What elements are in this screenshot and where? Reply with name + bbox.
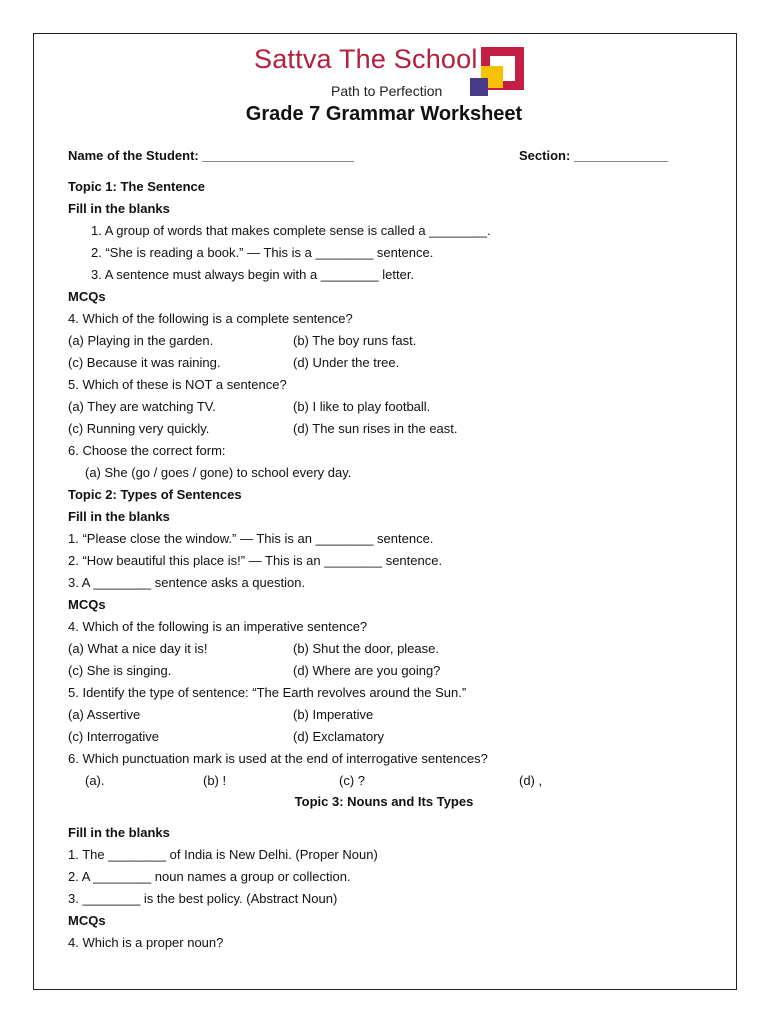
topic2-mcq-heading: MCQs	[68, 597, 106, 612]
topic1-fill-heading: Fill in the blanks	[68, 201, 170, 216]
school-logo	[470, 47, 524, 99]
mcq-option: (d) Under the tree.	[293, 355, 400, 370]
topic3-heading: Topic 3: Nouns and Its Types	[294, 794, 474, 809]
topic1-question-5: 5. Which of these is NOT a sentence?	[68, 377, 287, 392]
mcq-option: (b) Shut the door, please.	[293, 641, 439, 656]
topic1-fill-item: 2. “She is reading a book.” — This is a ________ sentence.	[91, 245, 434, 260]
mcq-option: (b) !	[203, 773, 227, 788]
mcq-option: (b) I like to play football.	[293, 399, 431, 414]
topic2-fill-item: 2. “How beautiful this place is!” — This is an ________ sentence.	[68, 553, 443, 568]
topic2-fill-item: 3. A ________ sentence asks a question.	[68, 575, 306, 590]
topic2-fill-item: 1. “Please close the window.” — This is an ________ sentence.	[68, 531, 434, 546]
topic2-heading: Topic 2: Types of Sentences	[68, 487, 242, 502]
topic1-question-6-sub: (a) She (go / goes / gone) to school every day.	[85, 465, 352, 480]
mcq-option: (d) Exclamatory	[293, 729, 385, 744]
student-name-field: Name of the Student: _____________________	[68, 148, 355, 163]
mcq-option: (a) What a nice day it is!	[68, 641, 208, 656]
topic1-heading: Topic 1: The Sentence	[68, 179, 206, 194]
topic1-question-4: 4. Which of the following is a complete sentence?	[68, 311, 353, 326]
school-tagline: Path to Perfection	[331, 83, 443, 99]
mcq-option: (d) ,	[519, 773, 543, 788]
mcq-option: (b) The boy runs fast.	[293, 333, 417, 348]
mcq-option: (c) ?	[339, 773, 365, 788]
mcq-option: (a).	[85, 773, 105, 788]
topic2-question-6: 6. Which punctuation mark is used at the end of interrogative sentences?	[68, 751, 488, 766]
topic2-question-5: 5. Identify the type of sentence: “The Earth revolves around the Sun.”	[68, 685, 467, 700]
worksheet-title: Grade 7 Grammar Worksheet	[245, 103, 523, 125]
mcq-option: (a) Playing in the garden.	[68, 333, 214, 348]
section-field: Section: _____________	[519, 148, 668, 163]
school-name: Sattva The School	[254, 44, 478, 74]
mcq-option: (c) Interrogative	[68, 729, 160, 744]
topic3-fill-heading: Fill in the blanks	[68, 825, 170, 840]
mcq-option: (c) Running very quickly.	[68, 421, 210, 436]
topic3-question-4: 4. Which is a proper noun?	[68, 935, 224, 950]
mcq-option: (d) The sun rises in the east.	[293, 421, 458, 436]
topic3-fill-item: 3. ________ is the best policy. (Abstract Noun)	[68, 891, 338, 906]
topic2-question-4: 4. Which of the following is an imperative sentence?	[68, 619, 368, 634]
topic3-fill-item: 1. The ________ of India is New Delhi. (Proper Noun)	[68, 847, 378, 862]
topic3-fill-item: 2. A ________ noun names a group or collection.	[68, 869, 351, 884]
topic1-mcq-heading: MCQs	[68, 289, 106, 304]
topic2-fill-heading: Fill in the blanks	[68, 509, 170, 524]
mcq-option: (a) They are watching TV.	[68, 399, 216, 414]
topic3-mcq-heading: MCQs	[68, 913, 106, 928]
mcq-option: (b) Imperative	[293, 707, 374, 722]
mcq-option: (a) Assertive	[68, 707, 141, 722]
topic1-fill-item: 3. A sentence must always begin with a ________ letter.	[91, 267, 415, 282]
topic1-question-6: 6. Choose the correct form:	[68, 443, 226, 458]
mcq-option: (d) Where are you going?	[293, 663, 441, 678]
topic1-fill-item: 1. A group of words that makes complete sense is called a ________.	[91, 223, 491, 238]
mcq-option: (c) Because it was raining.	[68, 355, 221, 370]
mcq-option: (c) She is singing.	[68, 663, 172, 678]
